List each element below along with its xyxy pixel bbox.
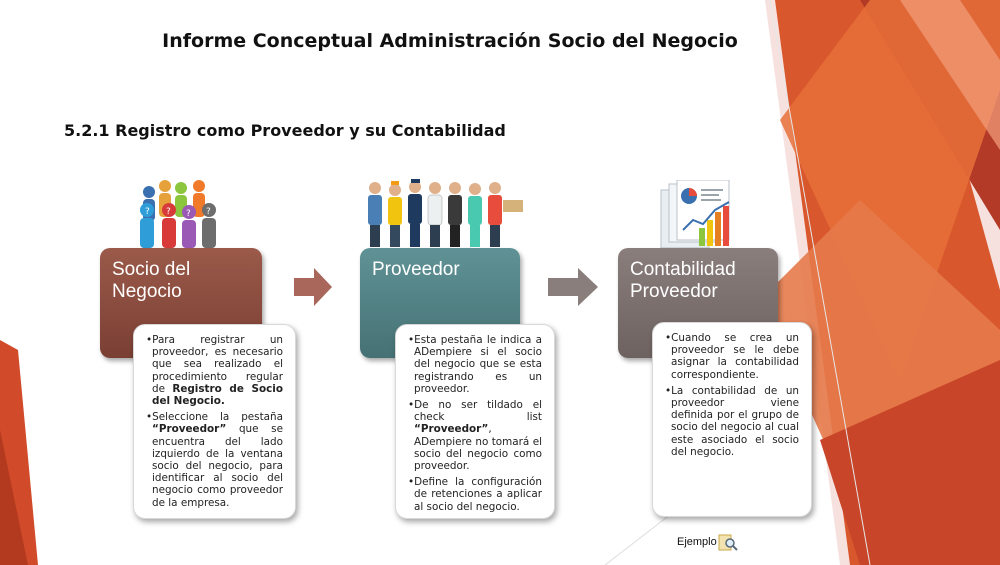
svg-text:?: ? bbox=[145, 207, 150, 217]
bullet: •De no ser tildado el check list “Proveedor”, ADempiere no tomará el socio del negocio como proveedor. bbox=[408, 399, 542, 473]
svg-text:?: ? bbox=[186, 209, 191, 219]
description-card-proveedor bbox=[395, 324, 555, 519]
step-heading: Socio del Negocio bbox=[112, 259, 191, 302]
accounting-report-icon bbox=[655, 180, 740, 250]
slide-title: Informe Conceptual Administración Socio del Negocio bbox=[162, 30, 738, 52]
people-question-icon bbox=[135, 178, 225, 250]
bullet: •Define la configuración de retenciones a aplicar al socio del negocio. bbox=[408, 476, 542, 513]
bullet: •Esta pestaña le indica a ADempiere si el socio del negocio que se esta registrando es un proveedor. bbox=[408, 334, 542, 395]
description-card-socio-negocio bbox=[133, 324, 296, 519]
arrow-right-icon bbox=[294, 267, 334, 307]
description-card-contabilidad bbox=[652, 322, 812, 517]
section-heading: 5.2.1 Registro como Proveedor y su Contabilidad bbox=[64, 121, 506, 140]
bullet: •Para registrar un proveedor, es necesario que sea realizado el procedimiento regular de Registro de Socio del Negocio. bbox=[146, 334, 283, 408]
bullet: •Cuando se crea un proveedor se le debe asignar la contabilidad correspondiente. bbox=[665, 332, 799, 381]
svg-text:?: ? bbox=[166, 207, 171, 217]
magnifier-document-icon[interactable] bbox=[718, 532, 738, 552]
arrow-right-icon bbox=[548, 267, 600, 307]
step-heading: Contabilidad Proveedor bbox=[630, 259, 736, 302]
svg-text:?: ? bbox=[206, 207, 211, 217]
workers-icon bbox=[363, 178, 528, 250]
step-heading: Proveedor bbox=[372, 259, 460, 280]
bullet: •La contabilidad de un proveedor viene definida por el grupo de socio del negocio al cual este asociado el socio del negocio. bbox=[665, 384, 799, 458]
ejemplo-link[interactable]: Ejemplo bbox=[677, 536, 717, 548]
bullet: •Seleccione la pestaña “Proveedor” que se encuentra del lado izquierdo de la ventana socio del negocio, para identificar al socio del negocio como proveedor de la empresa. bbox=[146, 411, 283, 509]
